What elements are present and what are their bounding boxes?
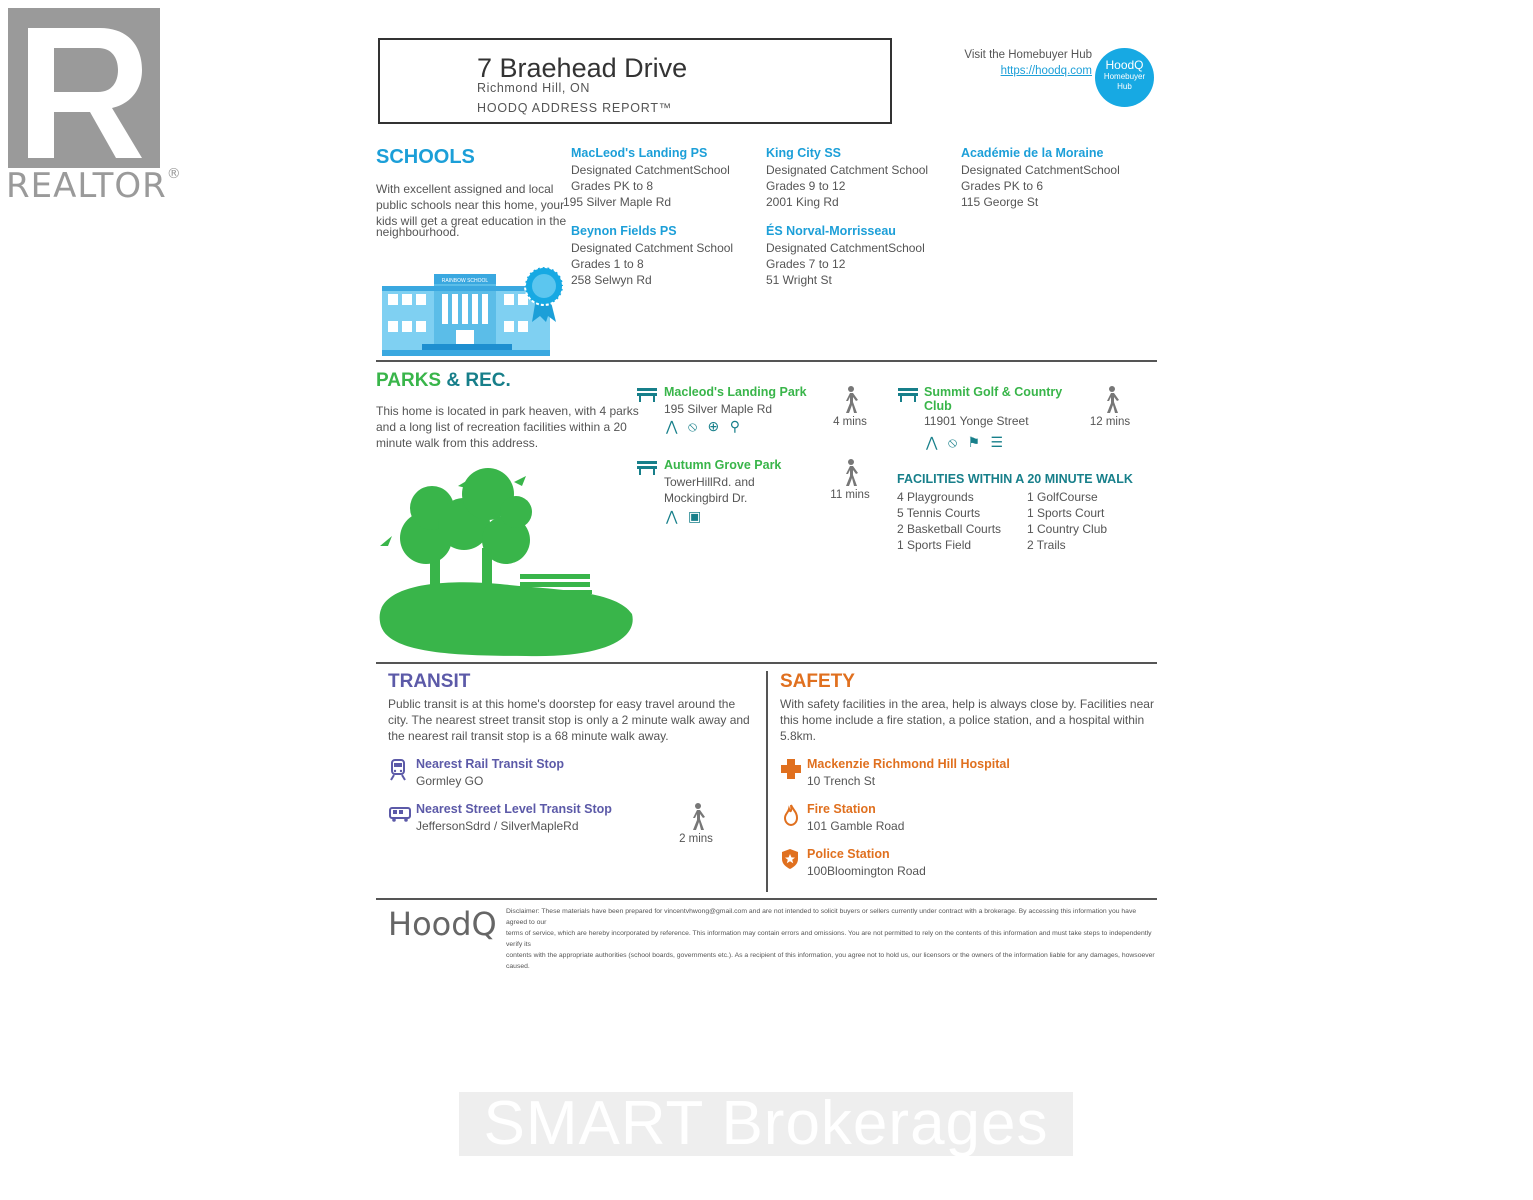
runner-icon: ⚲ <box>729 418 740 434</box>
transit-heading: TRANSIT <box>388 671 471 692</box>
facilities-heading: FACILITIES WITHIN A 20 MINUTE WALK <box>897 472 1133 486</box>
police-badge-icon <box>781 848 799 875</box>
golf-icon: ⚑ <box>967 434 981 450</box>
park-bench-icon <box>636 386 658 407</box>
walk-icon <box>687 803 707 836</box>
walk-time: 11 mins <box>830 489 870 501</box>
train-icon <box>389 759 407 786</box>
safety-item[interactable]: Police Station 100Bloomington Road <box>807 847 926 878</box>
walk-time: 2 mins <box>679 833 713 845</box>
tennis-icon: ⦸ <box>687 418 698 434</box>
park-bench-icon <box>636 459 658 480</box>
park-item[interactable]: Summit Golf & Country Club 11901 Yonge Street <box>924 385 1063 428</box>
school-item[interactable]: ÉS Norval-Morrisseau Designated CatchmentSchool Grades 7 to 12 51 Wright St <box>766 224 925 287</box>
walk-icon <box>1101 386 1121 419</box>
school-item[interactable]: MacLeod's Landing PS Designated CatchmentSchool Grades PK to 8 195 Silver Maple Rd <box>563 146 730 209</box>
school-item[interactable]: Beynon Fields PS Designated Catchment School Grades 1 to 8 258 Selwyn Rd <box>571 224 734 287</box>
address-title: 7 Braehead Drive <box>477 53 688 83</box>
hospital-cross-icon <box>780 758 802 785</box>
realtor-logo <box>8 8 160 168</box>
safety-item[interactable]: Fire Station 101 Gamble Road <box>807 802 905 833</box>
street-transit-stop[interactable]: Nearest Street Level Transit Stop JeffersonSdrd / SilverMapleRd <box>416 802 612 833</box>
hoodq-hub-badge[interactable]: HoodQ Homebuyer Hub <box>1095 48 1154 107</box>
sports-field-icon: ▣ <box>687 508 702 524</box>
school-item[interactable]: King City SS Designated Catchment School Grades 9 to 12 2001 King Rd <box>766 146 929 209</box>
footer-divider <box>376 898 1157 900</box>
report-label: HOODQ ADDRESS REPORT™ <box>477 101 673 115</box>
hoodq-logo: HoodQ <box>388 905 497 943</box>
park-item[interactable]: Macleod's Landing Park 195 Silver Maple Rd <box>664 385 807 416</box>
disclaimer-text: Disclaimer: These materials have been prepared for vincentvhwong@gmail.com and are not intended to solicit buyers or sellers currently under contract with a brokerage. By accessing this information you have agreed to our terms of service, which are hereby incorporated by reference. This information may contain errors and omissions. You are not permitted to rely on the contents of this information and must take steps to independently verify its contents with the appropriate authorities (school boards, governments etc.). As a recipient of this information, you agree not to hold us, our licensors or the owners of the information liable for any damages, howsoever caused. <box>506 908 1155 970</box>
playground-icon: ⋀ <box>926 434 938 450</box>
column-divider <box>766 671 768 892</box>
parks-description: This home is located in park heaven, with 4 parks and a long list of recreation facilities within a 20 minute walk from this address. <box>376 404 639 450</box>
realtor-wordmark: REALTOR® <box>6 166 182 206</box>
award-ribbon-icon <box>524 266 564 329</box>
address-city: Richmond Hill, ON <box>477 81 591 95</box>
svg-text:RAINBOW SCHOOL: RAINBOW SCHOOL <box>441 278 489 284</box>
park-amenity-icons <box>666 508 701 526</box>
park-bench-icon <box>897 386 919 407</box>
facilities-list-left: 4 Playgrounds 5 Tennis Courts 2 Basketball Courts 1 Sports Field <box>897 490 1002 552</box>
walk-icon <box>840 386 860 419</box>
facilities-list-right: 1 GolfCourse 1 Sports Court 1 Country Club 2 Trails <box>1027 490 1108 552</box>
park-amenity-icons <box>926 434 1003 452</box>
homebuyer-hub-text: Visit the Homebuyer Hub <box>964 49 1092 61</box>
playground-icon: ⋀ <box>666 508 678 524</box>
walk-icon <box>840 459 860 492</box>
park-tree-icon <box>376 466 638 665</box>
park-amenity-icons <box>666 418 740 436</box>
schools-heading: SCHOOLS <box>376 146 475 168</box>
park-item[interactable]: Autumn Grove Park TowerHillRd. and Mockingbird Dr. <box>664 458 782 505</box>
bench-icon: ☰ <box>990 434 1004 450</box>
schools-description: With excellent assigned and local public schools near this home, your kids will get a great education in the neighbourhood. <box>376 182 567 239</box>
safety-item[interactable]: Mackenzie Richmond Hill Hospital 10 Trench St <box>807 757 1010 788</box>
walk-time: 4 mins <box>833 416 867 428</box>
section-divider <box>376 360 1157 362</box>
basketball-icon: ⊕ <box>707 418 720 434</box>
flame-icon <box>783 804 799 831</box>
rail-transit-stop[interactable]: Nearest Rail Transit Stop Gormley GO <box>416 757 564 788</box>
section-divider <box>376 662 1157 664</box>
safety-heading: SAFETY <box>780 671 855 692</box>
bus-icon <box>389 806 411 827</box>
parks-heading: PARKS & REC. <box>376 370 511 391</box>
playground-icon: ⋀ <box>666 418 678 434</box>
tennis-icon: ⦸ <box>947 434 958 450</box>
school-item[interactable]: Académie de la Moraine Designated CatchmentSchool Grades PK to 6 115 George St <box>961 146 1120 209</box>
smart-brokerages-watermark: SMART Brokerages <box>459 1092 1073 1156</box>
transit-description: Public transit is at this home's doorstep for easy travel around the city. The nearest street transit stop is only a 2 minute walk away and the nearest rail transit stop is a 68 minute walk away. <box>388 697 750 743</box>
walk-time: 12 mins <box>1089 416 1131 428</box>
safety-description: With safety facilities in the area, help is always close by. Facilities near this home include a fire station, a police station, and a hospital within 5.8km. <box>780 697 1154 743</box>
homebuyer-hub-link[interactable]: https://hoodq.com <box>1000 65 1092 77</box>
